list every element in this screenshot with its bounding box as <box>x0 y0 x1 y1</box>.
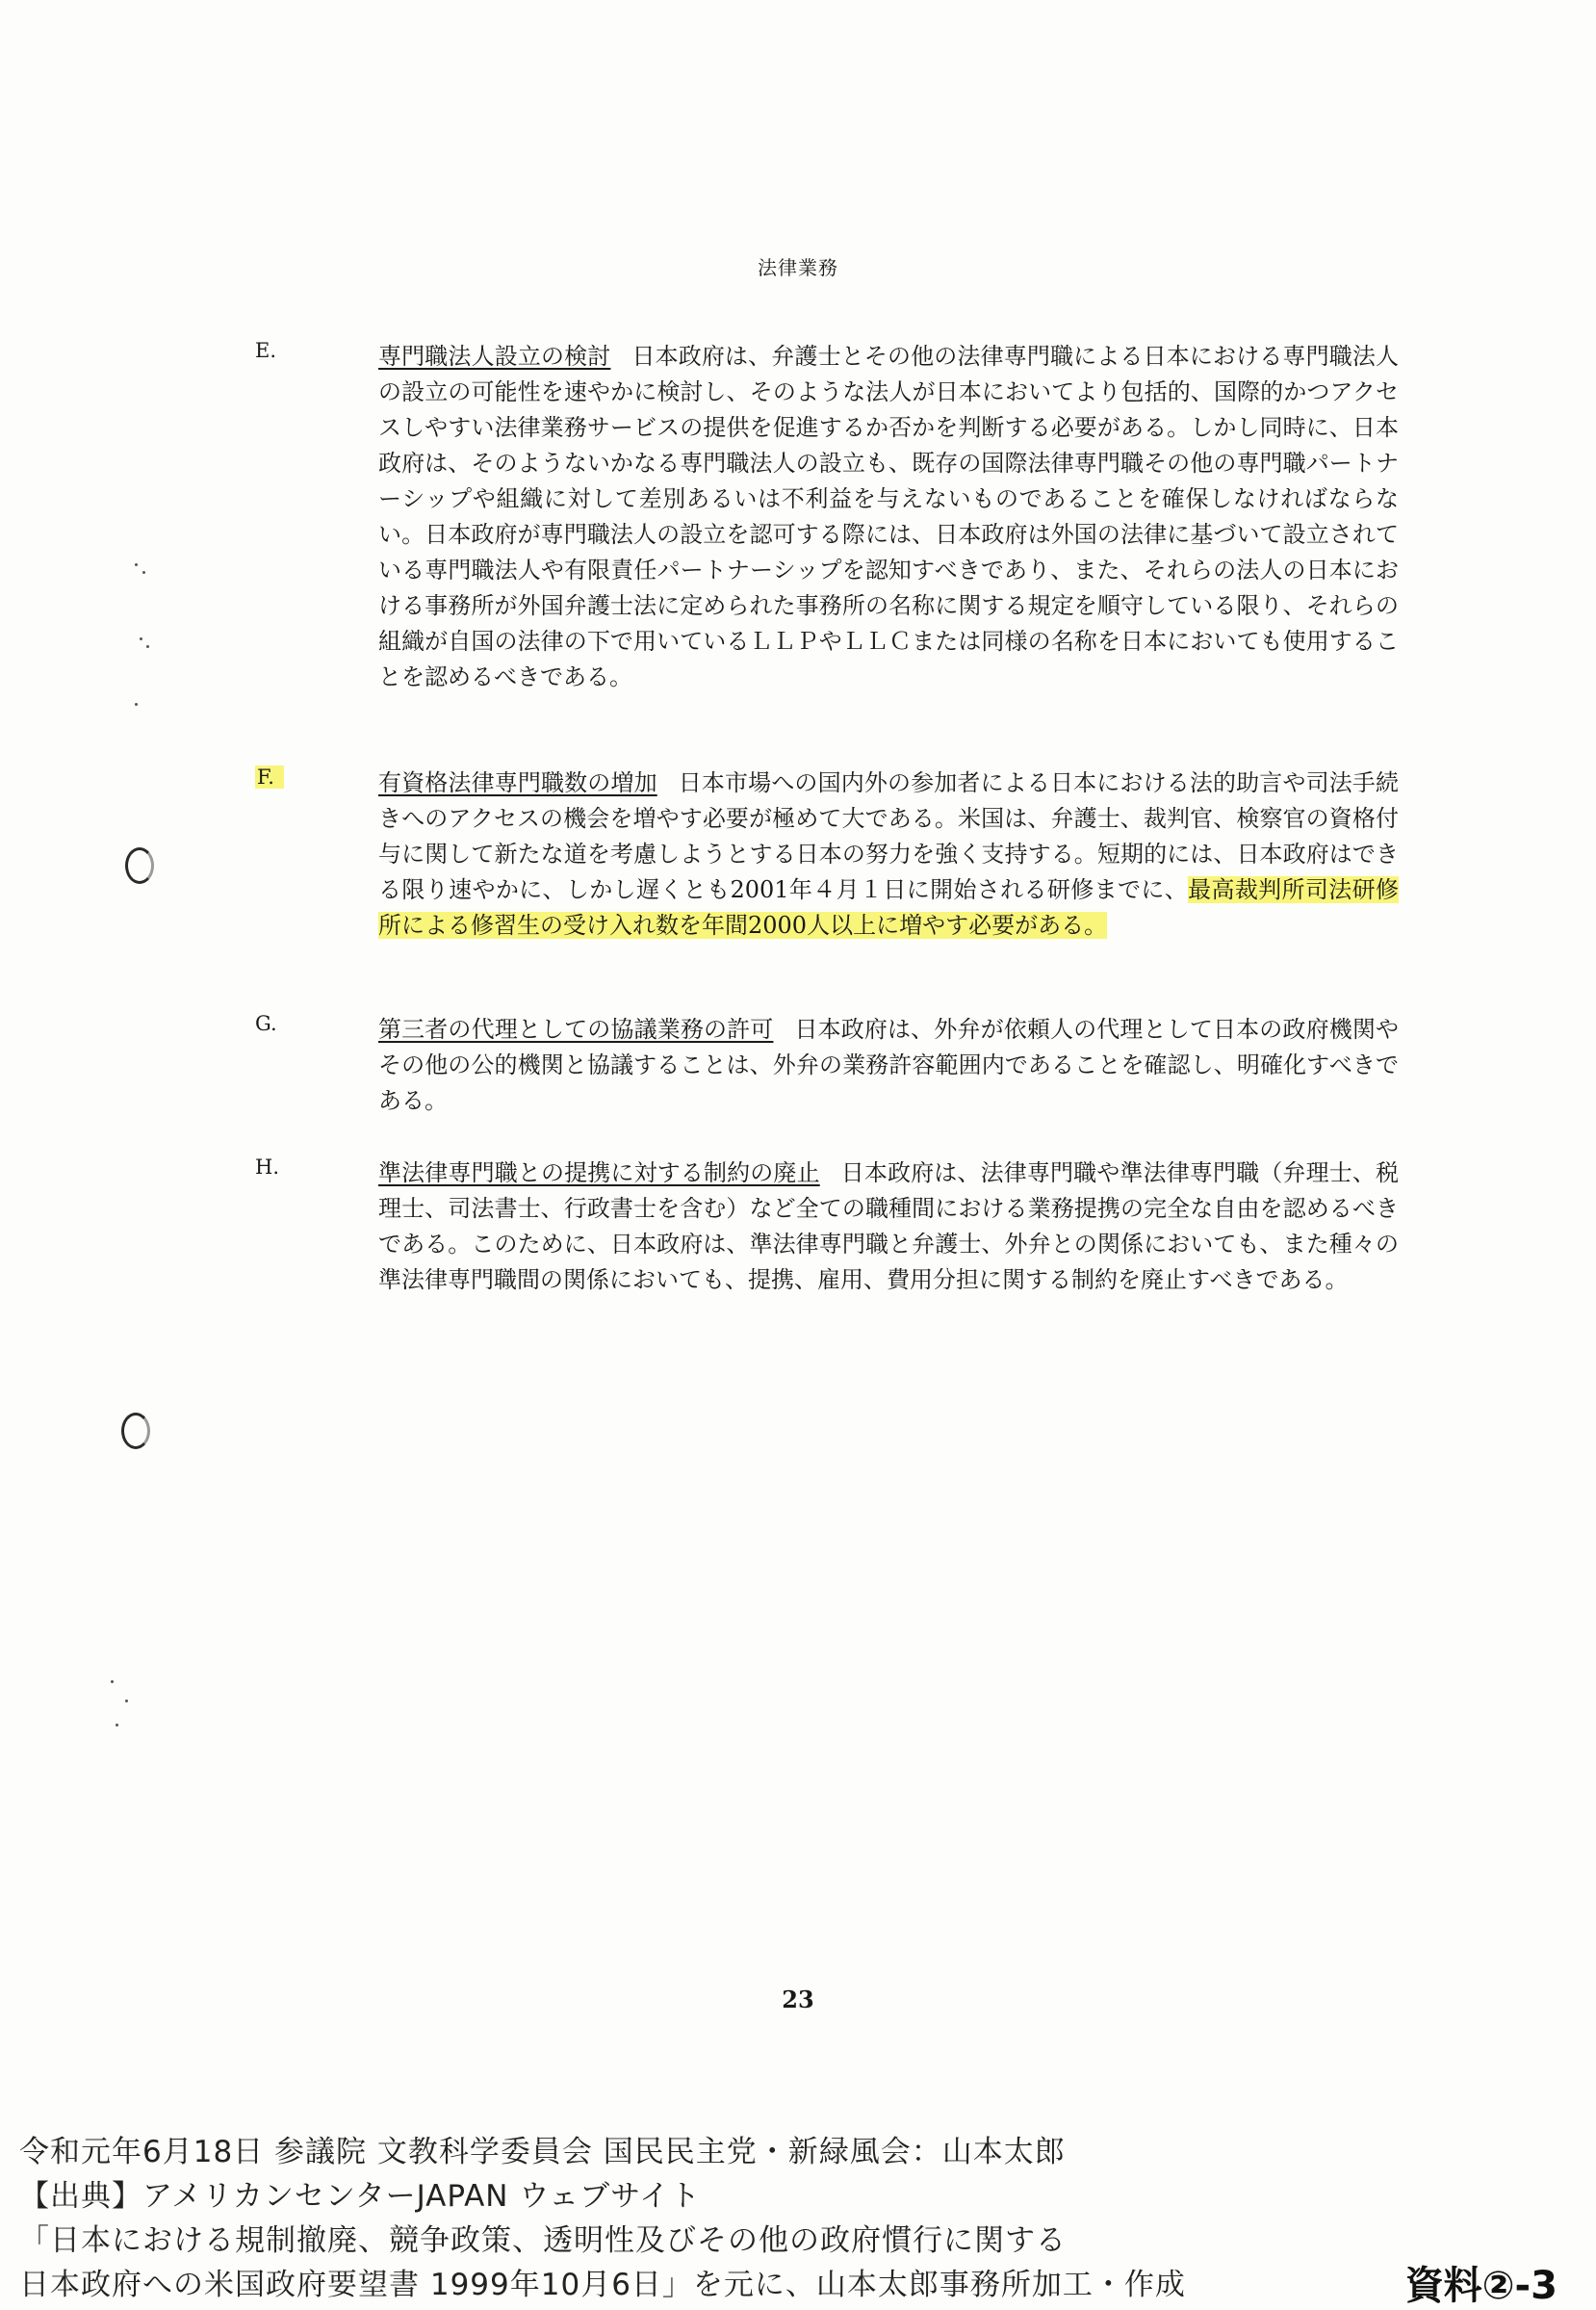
footer-line: 日本政府への米国政府要望書 1999年10月6日」を元に、山本太郎事務所加工・作成 <box>19 2268 1186 2302</box>
section-title: 有資格法律専門職数の増加 <box>378 769 657 796</box>
scan-speck <box>125 1700 128 1702</box>
document-label: 資料②-3 <box>1404 2264 1557 2308</box>
section-letter: H. <box>255 1155 279 1179</box>
section-text: 日本政府は、外弁が依頼人の代理として日本の政府機関やその他の公的機関と協議することは、外弁の業務許容範囲内であることを確認し、明確化すべきである。 <box>378 1016 1400 1114</box>
section-body <box>378 1012 1399 1119</box>
highlighted-text: 最高裁判所司法研修所による修習生の受け入れ数を年間2000人以上に増やす必要がある。 <box>378 876 1400 939</box>
scan-speck <box>116 1724 118 1726</box>
section-letter <box>255 766 313 789</box>
section-body <box>378 766 1399 944</box>
highlighted-letter: F. <box>255 766 284 789</box>
footer-line: 令和元年6月18日 参議院 文教科学委員会 国民民主党・新緑風会：山本太郎 <box>19 2135 1066 2169</box>
section-text: 日本政府は、法律専門職や準法律専門職（弁理士、税理士、司法書士、行政書士を含む）など全ての職種間における業務提携の完全な自由を認めるべきである。このために、日本政府は、準法律専門職と弁護士、外弁との関係においても、また種々の準法律専門職間の関係においても、提携、雇用、費用分担に関する制約を廃止すべきである。 <box>378 1159 1400 1293</box>
footer-line: 【出典】アメリカンセンターJAPAN ウェブサイト <box>19 2179 701 2214</box>
section-title: 第三者の代理としての協議業務の許可 <box>378 1016 774 1043</box>
scan-speck <box>140 637 142 640</box>
punch-hole-mark <box>125 847 154 884</box>
section-letter: E. <box>255 339 277 362</box>
footer-line: 「日本における規制撤廃、競争政策、透明性及びその他の政府慣行に関する <box>19 2223 1067 2258</box>
section-text: 日本政府は、弁護士とその他の法律専門職による日本における専門職法人の設立の可能性を速やかに検討し、そのような法人が日本においてより包括的、国際的かつアクセスしやすい法律業務サービスの提供を促進するか否かを判断する必要がある。しかし同時に、日本政府は、そのようないかなる専門職法人の設立も、既存の国際法律専門職その他の専門職パートナーシップや組織に対して差別あるいは不利益を与えないものであることを確保しなければならない。日本政府が専門職法人の設立を認可する際には、日本政府は外国の法律に基づいて設立されている専門職法人や有限責任パートナーシップを認知すべきであり、また、それらの法人の日本における事務所が外国弁護士法に定められた事務所の名称に関する規定を順守している限り、それらの組織が自国の法律の下で用いているＬＬＰやＬＬＣまたは同様の名称を日本においても使用することを認めるべきである。 <box>378 343 1400 690</box>
scan-speck <box>135 563 138 566</box>
scan-speck <box>135 703 138 706</box>
section-body <box>378 339 1399 695</box>
page-number: 23 <box>782 1986 814 2013</box>
section-text: 日本市場への国内外の参加者による日本における法的助言や司法手続きへのアクセスの機会を増やす必要が極めて大である。米国は、弁護士、裁判官、検察官の資格付与に関して新たな道を考慮しようとする日本の努力を強く支持する。短期的には、日本政府はできる限り速やかに、しかし遅くとも2001年４月１日に開始される研修までに、 <box>378 769 1400 903</box>
source-footer <box>19 2130 1367 2307</box>
section-body <box>378 1155 1399 1298</box>
scan-speck <box>111 1680 114 1683</box>
section-title: 専門職法人設立の検討 <box>378 343 611 370</box>
page-header: 法律業務 <box>758 256 838 279</box>
scan-speck <box>142 571 145 574</box>
section-title: 準法律専門職との提携に対する制約の廃止 <box>378 1159 820 1186</box>
scan-speck <box>146 645 149 648</box>
section-letter: G. <box>255 1012 277 1035</box>
punch-hole-mark <box>121 1413 150 1449</box>
